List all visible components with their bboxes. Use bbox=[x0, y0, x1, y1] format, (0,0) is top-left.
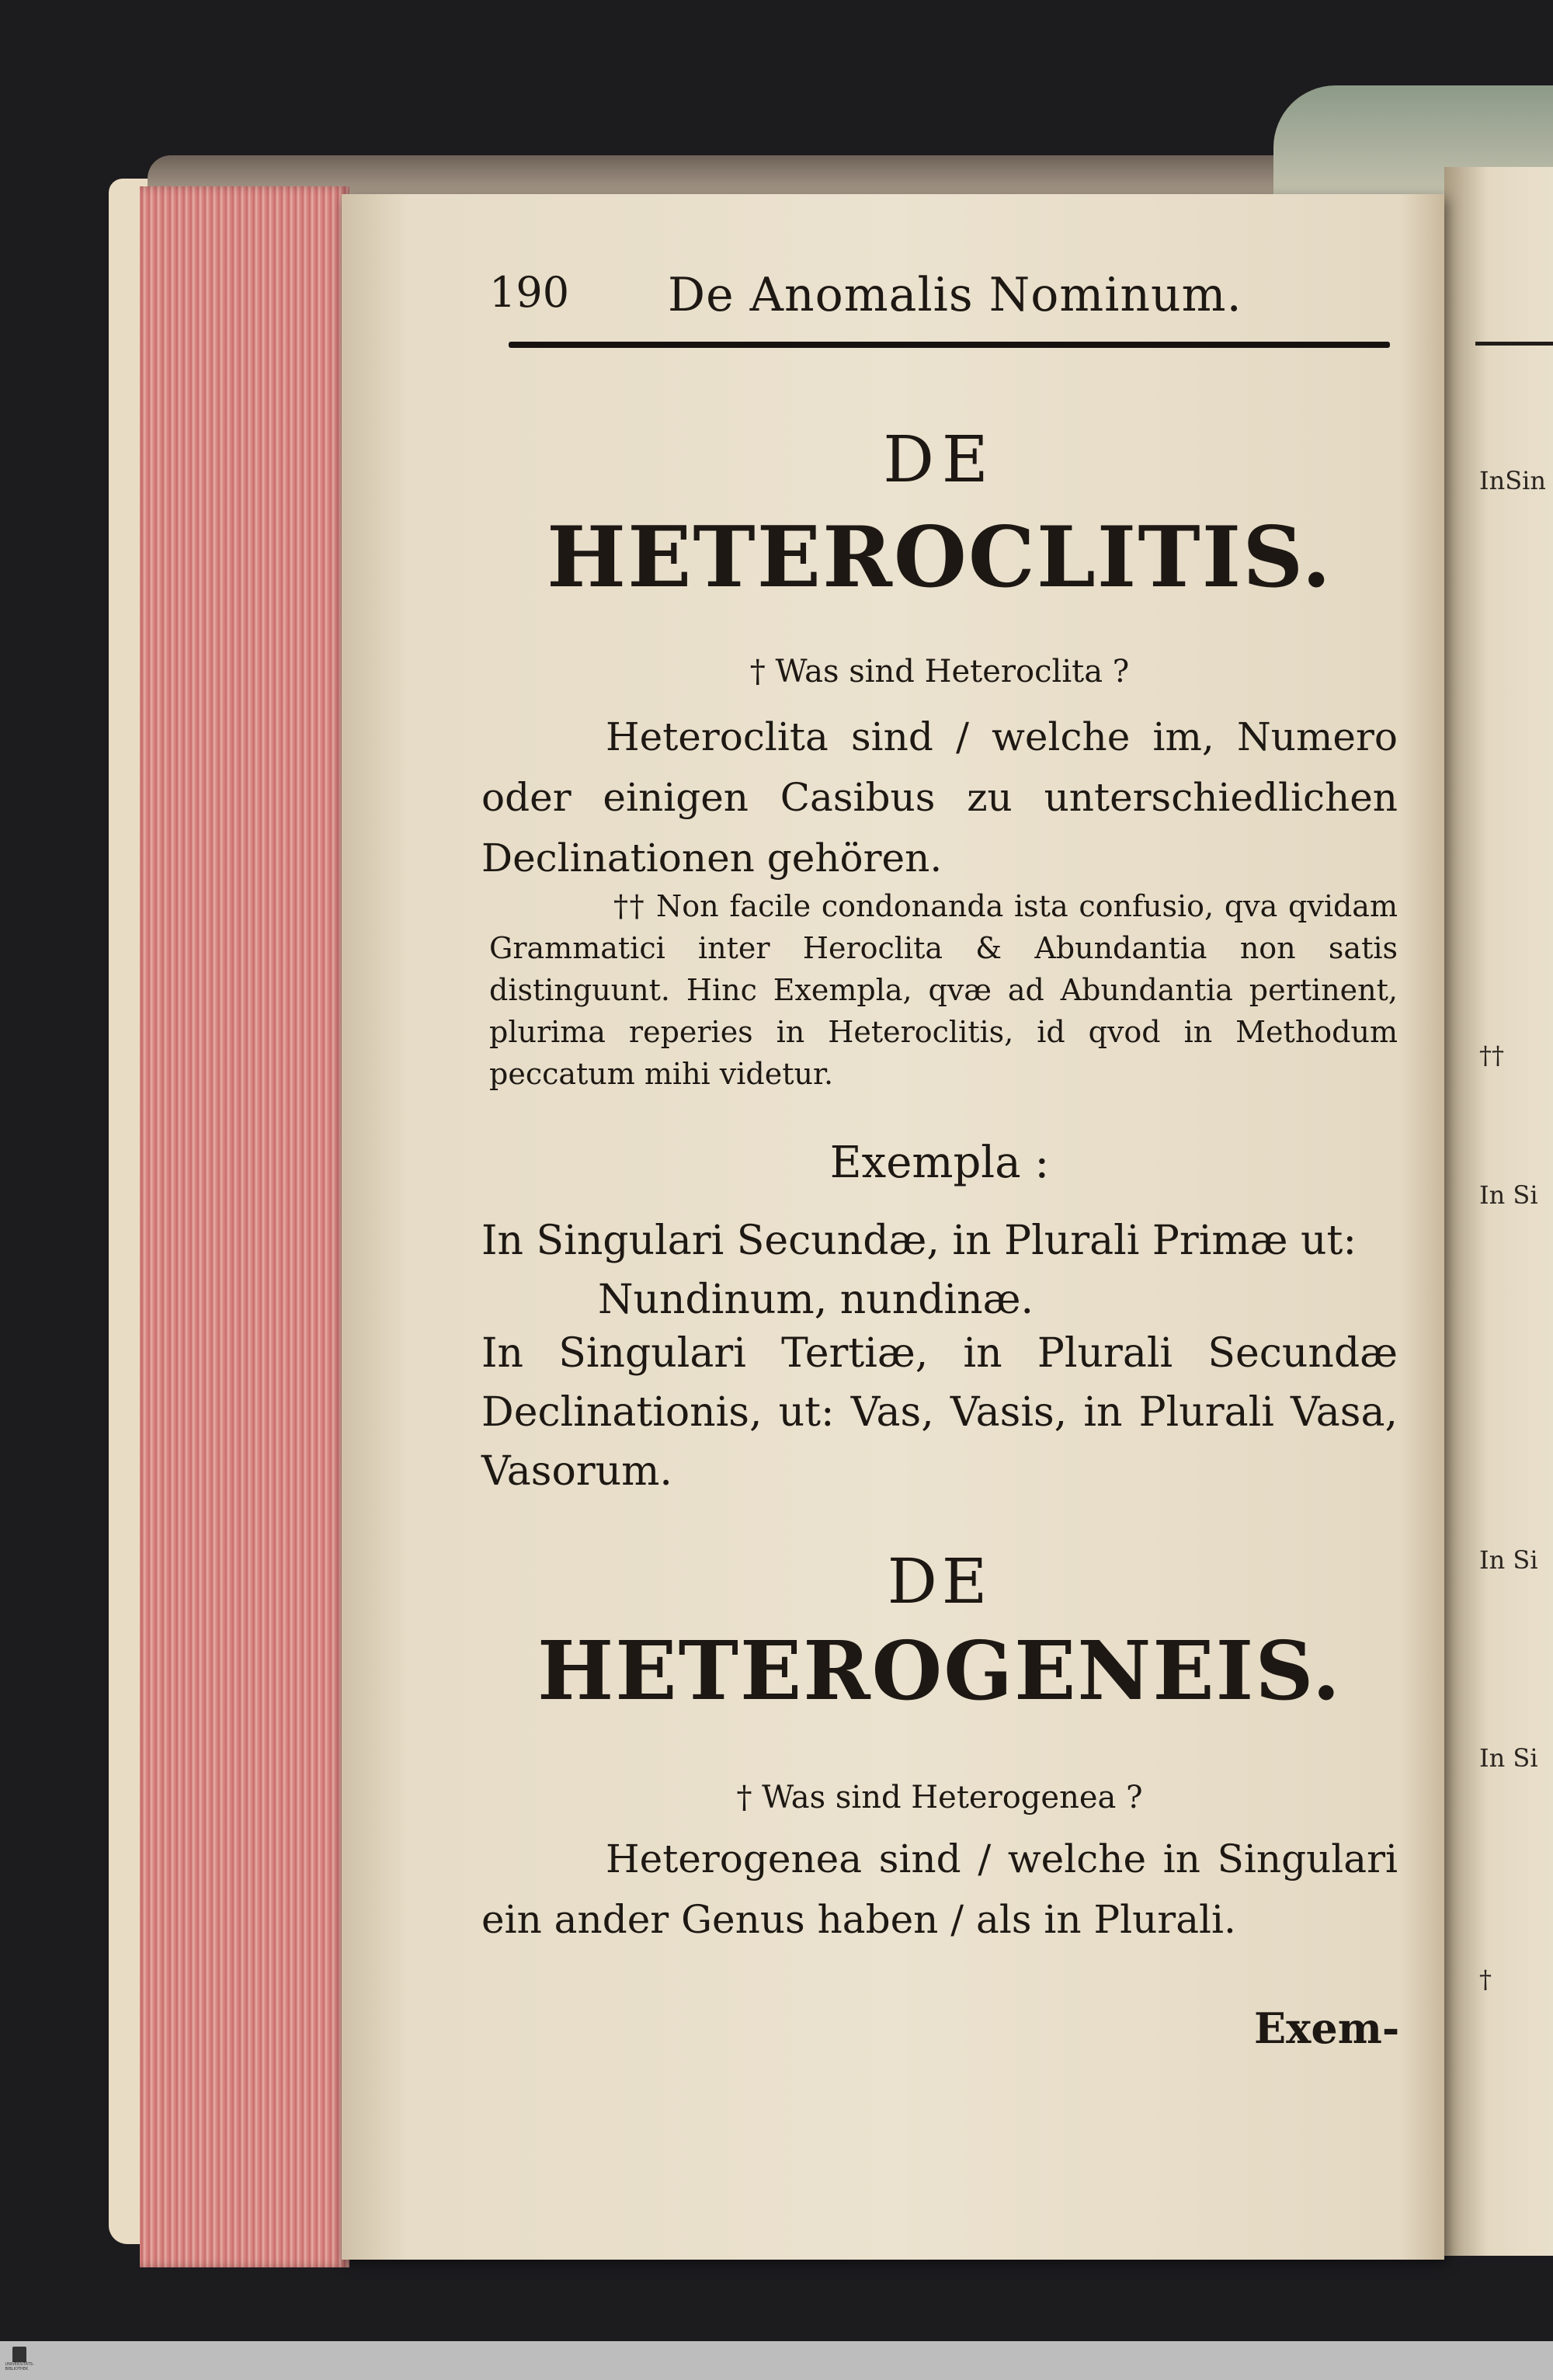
library-logo-icon bbox=[12, 2347, 26, 2362]
facing-page-fragment: In Si bbox=[1479, 1180, 1538, 1210]
definition-paragraph: Heterogenea sind / welche in Singulari ein ander Genus haben / als in Plurali. bbox=[481, 1836, 1398, 1942]
section-heading: HETEROGENEIS. bbox=[537, 1623, 1342, 1718]
section-heading: HETEROCLITIS. bbox=[547, 509, 1332, 606]
section-prefix: DE bbox=[883, 423, 996, 497]
viewer-bottom-bar bbox=[0, 2341, 1553, 2380]
example-line: In Singulari Tertiæ, in Plurali Secundæ Declinationis, ut: Vas, Vasis, in Plurali Vasa, Vasorum. bbox=[481, 1330, 1398, 1495]
catchword: Exem- bbox=[1254, 2003, 1400, 2053]
facing-page-fragment: In Si bbox=[1479, 1743, 1538, 1773]
facing-page-fragment: InSin bbox=[1479, 466, 1547, 495]
page-number: 190 bbox=[489, 268, 570, 317]
definition-paragraph: Heteroclita sind / welche im, Numero oder einigen Casibus zu unterschiedlichen Declinationen gehören. bbox=[481, 714, 1398, 881]
question: † Was sind Heterogenea ? bbox=[736, 1780, 1143, 1815]
example-item bbox=[481, 1211, 1398, 1329]
note-paragraph: †† Non facile condonanda ista confusio, qva qvidam Grammatici inter Heroclita & Abundantia non satis distinguunt. Hinc Exempla, qvæ ad Abundantia pertinent, plurima reperies in Heteroclitis, id qvod in Methodum peccatum mihi videtur. bbox=[489, 889, 1398, 1091]
section-prefix: DE bbox=[887, 1545, 992, 1617]
facing-page-fragment: † bbox=[1479, 1965, 1492, 1994]
library-logo-label: UNIVERSITÄTS-BIBLIOTHEK bbox=[5, 2362, 34, 2371]
question: † Was sind Heteroclita ? bbox=[749, 654, 1130, 690]
running-head bbox=[489, 268, 1390, 330]
facing-page-fragment: In Si bbox=[1479, 1545, 1538, 1575]
header-rule bbox=[509, 342, 1390, 348]
example-item bbox=[481, 1324, 1398, 1501]
running-title: De Anomalis Nominum. bbox=[668, 268, 1242, 322]
example-line: Nundinum, nundinæ. bbox=[598, 1277, 1034, 1323]
library-logo bbox=[6, 2347, 33, 2378]
examples-label: Exempla : bbox=[829, 1138, 1050, 1188]
example-line: In Singulari Secundæ, in Plurali Primæ ut: bbox=[481, 1218, 1357, 1264]
facing-page-fragment: †† bbox=[1479, 1041, 1504, 1070]
